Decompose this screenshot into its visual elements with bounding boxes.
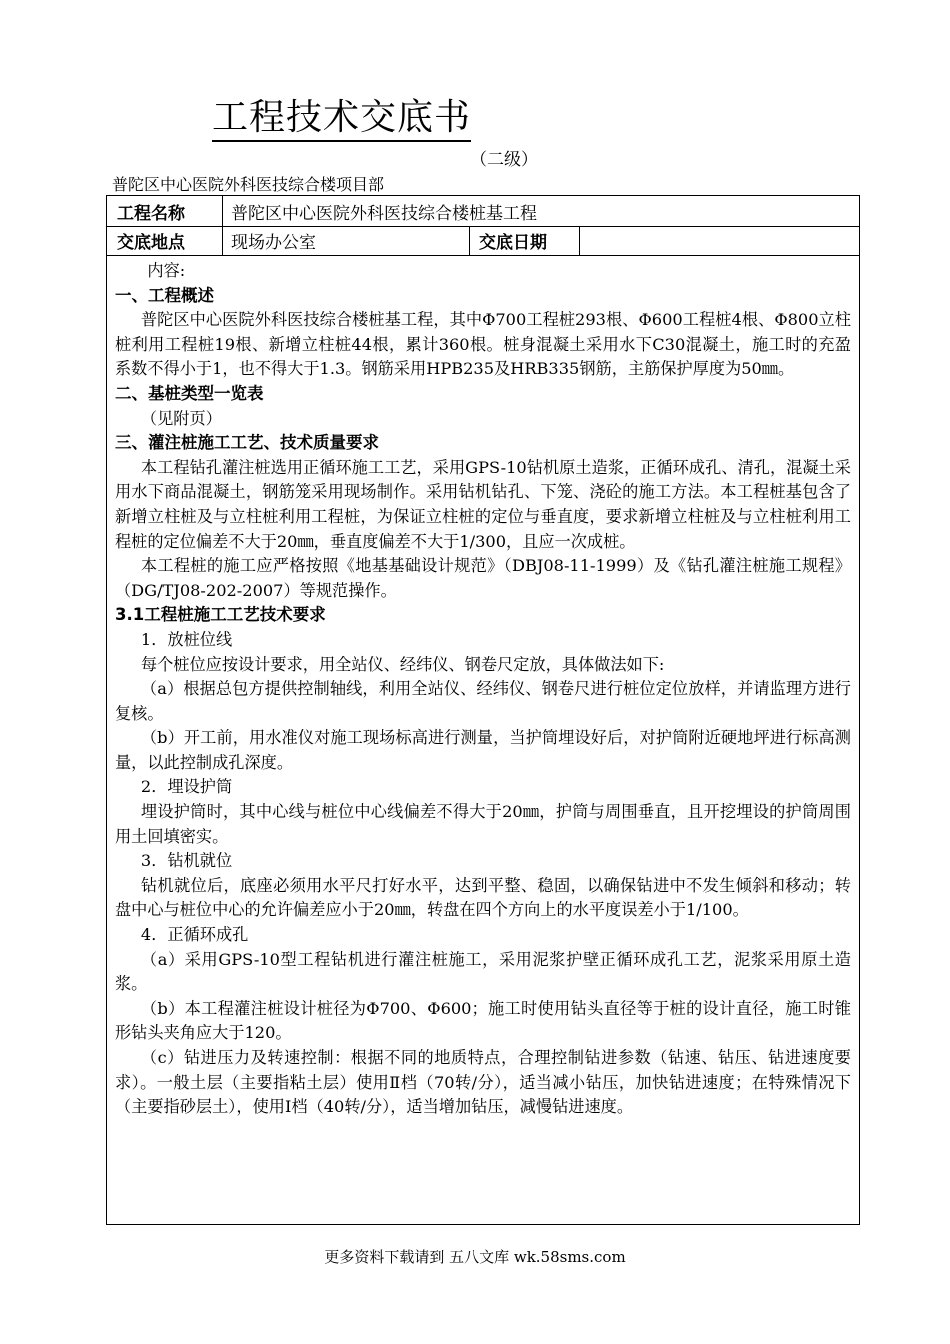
paragraph: （b）开工前，用水准仪对施工现场标高进行测量，当护筒埋设好后，对护筒附近硬地坪进行标高测量，以此控制成孔深度。 [115, 728, 851, 772]
location-row [107, 226, 859, 256]
paragraph: （见附页） [140, 408, 222, 428]
project-name-value: 普陀区中心医院外科医技综合楼桩基工程 [231, 203, 537, 224]
project-name-row [107, 196, 859, 227]
paragraph: （b）本工程灌注桩设计桩径为Φ700、Φ600；施工时使用钻头直径等于桩的设计直径，施工时锥形钻头夹角应大于120。 [115, 998, 851, 1043]
paragraph: 钻机就位后，底座必须用水平尺打好水平，达到平整、稳固，以确保钻进中不发生倾斜和移动；转盘中心与桩位中心的允许偏差应小于20㎜，转盘在四个方向上的水平度误差小于1/100。 [115, 875, 851, 920]
document-level: （二级） [470, 150, 538, 170]
date-label: 交底日期 [479, 233, 547, 253]
section-heading: 二、基桩类型一览表 [115, 383, 264, 403]
footer-link[interactable]: 更多资料下载请到 五八文库 wk.58sms.com [324, 1248, 626, 1266]
paragraph: （a）采用GPS-10型工程钻机进行灌注桩施工，采用泥浆护壁正循环成孔工艺，泥浆采用原土造浆。 [115, 949, 851, 994]
section-heading: 一、工程概述 [115, 285, 214, 305]
section-heading: 3.1工程桩施工工艺技术要求 [115, 605, 326, 625]
paragraph: 普陀区中心医院外科医技综合楼桩基工程，其中Φ700工程桩293根、Φ600工程桩4根、Φ800立柱桩利用工程桩19根、新增立柱桩44根，累计360根。桩身混凝土采用水下C30混凝土，施工时的充盈系数不得小于1，也不得大于1.3。钢筋采用HPB235及HRB335钢筋，主筋保护厚度为50㎜。 [115, 310, 851, 379]
step-heading: 4．正循环成孔 [140, 925, 249, 945]
step-heading: 2．埋设护筒 [140, 777, 233, 797]
organization: 普陀区中心医院外科医技综合楼项目部 [112, 175, 385, 194]
step-heading: 3．钻机就位 [140, 851, 233, 871]
date-value [589, 226, 839, 255]
content-intro: 内容: [147, 261, 186, 280]
document-title: 工程技术交底书 [212, 98, 471, 142]
step-heading: 1．放桩位线 [140, 629, 233, 649]
disclosure-table [106, 195, 860, 1225]
paragraph: 每个桩位应按设计要求，用全站仪、经纬仪、钢卷尺定放，具体做法如下: [140, 654, 665, 674]
section-heading: 三、灌注桩施工工艺、技术质量要求 [115, 433, 379, 453]
paragraph: （c）钻进压力及转速控制：根据不同的地质特点，合理控制钻进参数（钻速、钻压、钻进速度要求）。一般土层（主要指粘土层）使用Ⅱ档（70转/分），适当减小钻压，加快钻进速度；在特殊情况下（主要指砂层土），使用Ⅰ档（40转/分），适当增加钻压，减慢钻进速度。 [115, 1048, 851, 1117]
location-label: 交底地点 [117, 233, 185, 253]
paragraph: （a）根据总包方提供控制轴线，利用全站仪、经纬仪、钢卷尺进行桩位定位放样，并请监理方进行复核。 [115, 679, 851, 723]
paragraph: 埋设护筒时，其中心线与桩位中心线偏差不得大于20㎜，护筒与周围垂直，且开挖埋设的护筒周围用土回填密实。 [115, 802, 851, 846]
paragraph: 本工程桩的施工应严格按照《地基基础设计规范》（DBJ08-11-1999）及《钻孔灌注桩施工规程》（DG/TJ08-202-2007）等规范操作。 [115, 556, 851, 600]
project-name-label: 工程名称 [117, 203, 185, 224]
content-body [115, 256, 851, 1120]
paragraph: 本工程钻孔灌注桩选用正循环施工工艺，采用GPS-10钻机原土造浆，正循环成孔、清孔，混凝土采用水下商品混凝土，钢筋笼采用现场制作。采用钻机钻孔、下笼、浇砼的施工方法。本工程桩基包含了新增立柱桩及与立柱桩利用工程桩，为保证立柱桩的定位与垂直度，要求新增立柱桩及与立柱桩利用工程桩的定位偏差不大于20㎜，垂直度偏差不大于1/300，且应一次成桩。 [115, 457, 851, 551]
location-value: 现场办公室 [231, 233, 316, 253]
